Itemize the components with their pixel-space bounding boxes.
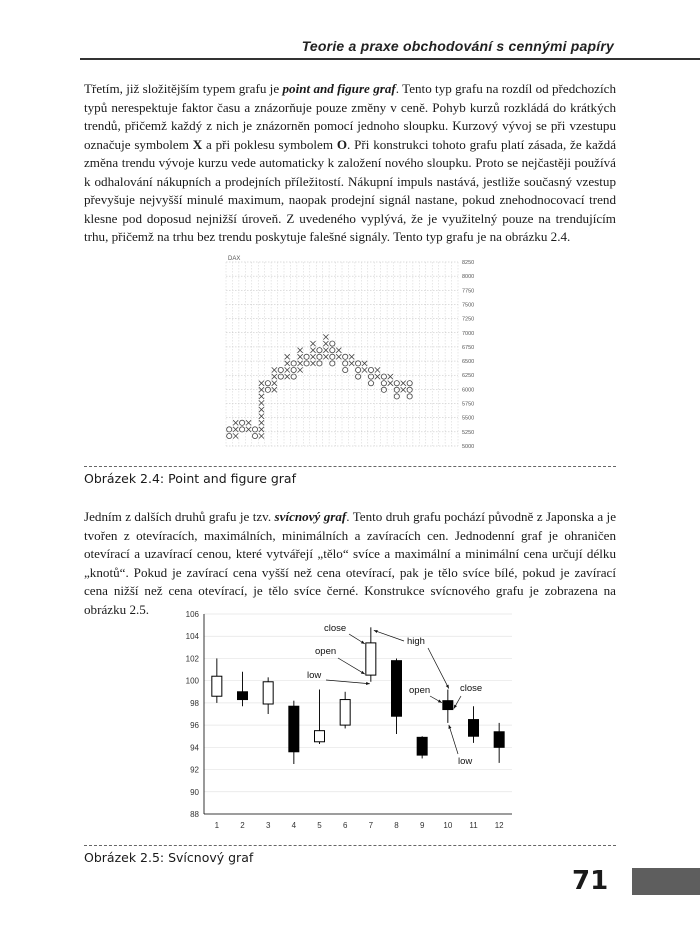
pf-o-mark	[291, 374, 296, 379]
pf-x-mark	[233, 427, 238, 432]
cs-x-tick: 6	[342, 821, 348, 830]
cs-y-tick: 100	[185, 676, 199, 686]
term-point-and-figure: point and figure graf	[282, 81, 396, 96]
pf-o-mark	[227, 433, 232, 438]
p2-text-1: Jedním z dalších druhů grafu je tzv.	[84, 509, 275, 524]
annotation-low: low	[307, 670, 322, 681]
arrow-open	[338, 658, 365, 674]
cs-x-tick: 5	[317, 821, 322, 830]
pf-x-mark	[285, 361, 290, 366]
page-number: 71	[572, 866, 609, 896]
pf-o-mark	[227, 427, 232, 432]
pf-x-mark	[246, 420, 251, 425]
cs-x-tick: 8	[394, 821, 399, 830]
pf-x-mark	[349, 361, 354, 366]
candle	[417, 736, 427, 758]
candle-body-black	[494, 732, 504, 748]
pf-y-tick: 6000	[462, 387, 475, 394]
candle-body-black	[469, 720, 479, 737]
pf-x-mark	[362, 367, 367, 372]
arrow-open-2	[430, 696, 442, 703]
term-candlestick: svícnový graf	[274, 509, 347, 524]
pf-x-mark	[285, 354, 290, 359]
annotation-close: close	[324, 623, 347, 634]
annotation-open: open	[315, 646, 337, 657]
annotation-close-2: close	[460, 683, 483, 694]
arrow-close	[349, 634, 365, 644]
pf-o-mark	[252, 427, 257, 432]
arrow-low-2	[448, 725, 458, 754]
candle-body-white	[212, 676, 222, 696]
pf-x-mark	[362, 361, 367, 366]
pf-o-mark	[330, 354, 335, 359]
pf-x-mark	[323, 334, 328, 339]
cs-y-tick: 98	[190, 698, 199, 708]
candle	[212, 658, 222, 702]
pf-x-mark	[272, 367, 277, 372]
cs-y-tick: 104	[185, 632, 199, 642]
arrow-close-2	[454, 696, 461, 709]
pf-o-mark	[381, 374, 386, 379]
pf-x-mark	[310, 361, 315, 366]
pf-o-mark	[356, 367, 361, 372]
pf-y-tick: 8250	[462, 260, 475, 266]
pf-y-tick: 5250	[462, 429, 475, 436]
pf-o-mark	[291, 361, 296, 366]
p1-text-1: Třetím, již složitějším typem grafu je	[84, 81, 283, 96]
pf-y-tick: 8000	[462, 274, 475, 281]
arrow-high-a	[374, 630, 404, 641]
pf-y-tick: 6750	[462, 344, 475, 351]
running-header-title: Teorie a praxe obchodování s cennými papíry	[301, 38, 614, 54]
paragraph-point-and-figure	[84, 80, 616, 247]
symbol-x: X	[192, 136, 203, 152]
pf-x-mark	[259, 394, 264, 399]
pf-x-mark	[298, 361, 303, 366]
candle-body-black	[443, 701, 453, 710]
pf-x-mark	[388, 374, 393, 379]
paragraph-candlestick	[84, 508, 616, 619]
pf-x-mark	[298, 348, 303, 353]
pf-o-mark	[407, 387, 412, 392]
pf-x-mark	[298, 354, 303, 359]
pf-o-mark	[356, 374, 361, 379]
pf-o-mark	[394, 394, 399, 399]
cs-x-tick: 10	[443, 821, 453, 830]
pf-y-tick: 7250	[462, 316, 475, 323]
pf-o-mark	[381, 381, 386, 386]
pf-x-mark	[259, 407, 264, 412]
cs-y-tick: 90	[190, 787, 199, 797]
pf-o-mark	[252, 433, 257, 438]
candle	[392, 658, 402, 734]
pf-o-mark	[368, 367, 373, 372]
pf-x-mark	[323, 348, 328, 353]
pf-x-mark	[246, 427, 251, 432]
pf-y-tick: 5000	[462, 444, 475, 450]
pf-o-mark	[381, 387, 386, 392]
pf-x-mark	[259, 400, 264, 405]
p1-text-2: . Tento typ grafu na rozdíl od předchozích typů nerespektuje faktor času a znázorňuje pouze změny v ceně. Pohyb kurzů rozkládá do krátkých trendů, přičemž každý z nich je znázorněn pomocí jednoho sloupku. Kurzový vývoj se při vzestupu označuje symbolem	[84, 81, 616, 152]
cs-y-tick: 88	[190, 810, 199, 819]
pf-o-mark	[304, 361, 309, 366]
pf-o-mark	[291, 367, 296, 372]
p1-text-3: a při poklesu symbolem	[202, 136, 337, 152]
pf-x-mark	[336, 348, 341, 353]
pf-y-tick: 5500	[462, 415, 475, 422]
pf-o-mark	[240, 420, 245, 425]
pf-x-mark	[375, 367, 380, 372]
pf-x-mark	[401, 381, 406, 386]
candle-body-black	[392, 661, 402, 717]
candle	[238, 672, 248, 706]
pf-o-mark	[368, 381, 373, 386]
pf-chart-title: DAX	[228, 256, 241, 262]
page-edge-tab	[632, 868, 700, 895]
pf-x-mark	[259, 381, 264, 386]
pf-x-mark	[233, 433, 238, 438]
candle	[263, 677, 273, 714]
pf-x-mark	[233, 420, 238, 425]
figure-caption-2-4: Obrázek 2.4: Point and figure graf	[84, 471, 296, 486]
pf-o-mark	[330, 348, 335, 353]
p2-text-2: . Tento druh grafu pochází původně z Japonska a je tvořen z otevíracích, maximálních, minimálních a zavíracích cen. Jednodenní graf je ohraničen otevírací a uzavírací cenou, které vytvářejí „tělo“ svíce a maximální a minimální cena určují délku „knotů“. Pokud je zavírací cena vyšší než cena otevírací, pak je tělo svíce bílé, pokud je zavírací cena nižší než cena otevírací, je tělo svíce černé. Konstrukce svícnového grafu je zobrazena na obrázku 2.5.	[84, 509, 617, 617]
candle-body-black	[238, 692, 248, 700]
candle	[340, 692, 350, 729]
pf-x-mark	[401, 387, 406, 392]
pf-x-mark	[323, 354, 328, 359]
pf-x-mark	[285, 374, 290, 379]
candle-body-black	[289, 706, 299, 752]
pf-x-mark	[259, 414, 264, 419]
pf-o-mark	[278, 374, 283, 379]
pf-o-mark	[317, 354, 322, 359]
cs-x-tick: 12	[494, 821, 504, 830]
pf-y-tick: 7000	[462, 330, 475, 337]
candle-body-black	[417, 737, 427, 755]
pf-o-mark	[278, 367, 283, 372]
pf-o-mark	[407, 381, 412, 386]
pf-y-tick: 7750	[462, 288, 475, 295]
pf-y-tick: 7500	[462, 302, 475, 309]
annotation-open-2: open	[409, 685, 431, 696]
pf-y-tick: 5750	[462, 401, 475, 408]
pf-x-mark	[272, 381, 277, 386]
cs-y-tick: 94	[190, 743, 199, 753]
arrow-high-b	[428, 648, 449, 689]
pf-x-mark	[336, 354, 341, 359]
pf-x-mark	[272, 387, 277, 392]
pf-o-mark	[265, 387, 270, 392]
candle	[443, 690, 453, 723]
cs-x-tick: 11	[469, 821, 478, 830]
pf-o-mark	[330, 341, 335, 346]
caption-divider-2	[84, 845, 616, 846]
cs-x-tick: 9	[419, 821, 425, 830]
cs-y-tick: 92	[190, 765, 199, 775]
annotation-low-2: low	[458, 756, 473, 767]
pf-x-mark	[310, 348, 315, 353]
candle-body-white	[366, 643, 376, 675]
pf-o-mark	[394, 381, 399, 386]
pf-x-mark	[310, 341, 315, 346]
cs-y-tick: 96	[190, 721, 199, 731]
symbol-o: O	[336, 136, 348, 152]
pf-o-mark	[407, 394, 412, 399]
pf-x-mark	[323, 341, 328, 346]
pf-o-mark	[317, 348, 322, 353]
cs-x-tick: 3	[265, 821, 271, 830]
running-header	[80, 36, 700, 64]
figure-caption-2-5: Obrázek 2.5: Svícnový graf	[84, 850, 254, 865]
pf-x-mark	[259, 433, 264, 438]
cs-x-tick: 2	[240, 821, 245, 830]
pf-o-mark	[343, 367, 348, 372]
cs-x-tick: 4	[291, 821, 297, 830]
pf-o-mark	[343, 361, 348, 366]
cs-y-tick: 106	[185, 610, 199, 619]
candle-body-white	[263, 682, 273, 704]
pf-o-mark	[304, 354, 309, 359]
candle-body-white	[315, 731, 325, 742]
candle	[289, 701, 299, 764]
cs-x-tick: 7	[368, 821, 374, 830]
cs-y-tick: 102	[185, 654, 199, 664]
pf-y-tick: 6500	[462, 359, 475, 366]
candlestick-chart	[174, 604, 518, 836]
pf-x-mark	[375, 374, 380, 379]
pf-x-mark	[259, 420, 264, 425]
pf-o-mark	[368, 374, 373, 379]
pf-y-tick: 6250	[462, 373, 475, 380]
candle	[366, 627, 376, 681]
pf-x-mark	[259, 427, 264, 432]
pf-x-mark	[298, 367, 303, 372]
pf-x-mark	[310, 354, 315, 359]
pf-o-mark	[317, 361, 322, 366]
point-and-figure-chart	[222, 252, 484, 458]
cs-x-tick: 1	[214, 821, 220, 830]
p1-text-4: . Při konstrukci tohoto grafu platí zásada, že každá změna trendu vývoje kurzu vede automaticky k založení nového sloupku. Proto se nejčastěji používá k odhalování nákupních a prodejních příležitostí. Nákupní impuls nastává, jestliže současný vzestup převyšuje nejvyšší minulé maximum, naopak prodejní signál nastane, pokud znehodnocovací trend klesne pod doposud nejnižší úroveň. Z uvedeného vyplývá, že je využitelný pouze na trendujícím trhu, přičemž na trhu bez trendu poskytuje falešné signály. Tento typ grafu je na obrázku 2.4.	[84, 136, 616, 244]
candle	[315, 690, 325, 744]
caption-divider-1	[84, 466, 616, 467]
pf-o-mark	[394, 387, 399, 392]
pf-x-mark	[259, 387, 264, 392]
pf-o-mark	[330, 361, 335, 366]
candle-body-white	[340, 700, 350, 726]
pf-o-mark	[240, 427, 245, 432]
pf-o-mark	[356, 361, 361, 366]
pf-x-mark	[285, 367, 290, 372]
annotation-high: high	[407, 636, 425, 647]
pf-o-mark	[343, 354, 348, 359]
candle	[494, 723, 504, 763]
pf-x-mark	[272, 374, 277, 379]
pf-x-mark	[388, 381, 393, 386]
pf-o-mark	[265, 381, 270, 386]
pf-x-mark	[349, 354, 354, 359]
candle	[469, 706, 479, 743]
header-rule	[80, 58, 700, 60]
